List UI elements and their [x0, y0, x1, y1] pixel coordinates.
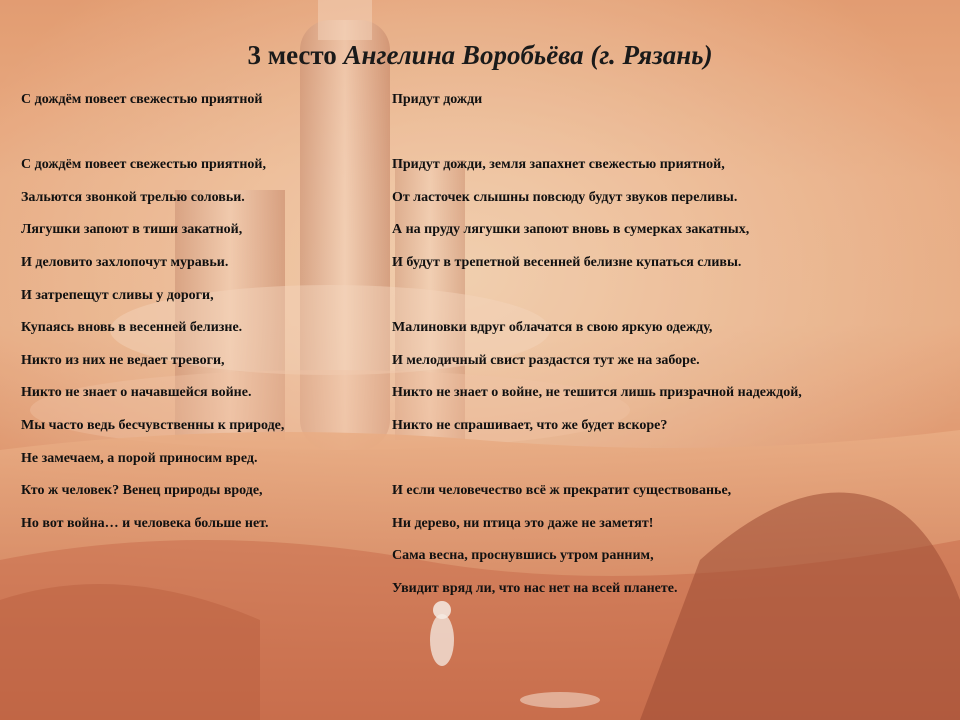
poem-line: И мелодичный свист раздастся тут же на заборе.: [392, 352, 700, 368]
poem-line: [21, 121, 381, 154]
poem-line: Купаясь вновь в весенней белизне.: [21, 320, 243, 336]
poem-line: Ни дерево, ни птица это даже не заметят!: [392, 515, 654, 531]
poem-line: Кто ж человек? Венец природы вроде,: [21, 483, 263, 499]
poem-line: [392, 447, 952, 480]
slide-title: [0, 40, 960, 71]
poem-line: Никто не знает о войне, не тешится лишь призрачной надеждой,: [392, 385, 802, 401]
poem-line: И затрепещут сливы у дороги,: [21, 287, 214, 303]
poem-line: И если человечество всё ж прекратит существованье,: [392, 483, 732, 499]
poem-line: С дождём повеет свежестью приятной,: [21, 157, 266, 173]
poem-line: [392, 284, 952, 317]
poem-line: Никто не знает о начавшейся войне.: [21, 385, 252, 401]
poem-line: А на пруду лягушки запоют вновь в сумерках закатных,: [392, 222, 750, 238]
poem-line: Мы часто ведь бесчувственны к природе,: [21, 417, 285, 433]
poem-line: Никто из них не ведает тревоги,: [21, 352, 225, 368]
poem-line: От ласточек слышны повсюду будут звуков переливы.: [392, 189, 738, 205]
place-label: 3 место: [247, 40, 337, 70]
poem-line: Малиновки вдруг облачатся в свою яркую одежду,: [392, 320, 713, 336]
right-poem: [392, 88, 952, 610]
poem-line: С дождём повеет свежестью приятной: [21, 92, 263, 107]
poem-line: Но вот война… и человека больше нет.: [21, 515, 269, 531]
poem-line: Зальются звонкой трелью соловьи.: [21, 189, 245, 205]
poem-line: Сама весна, проснувшись утром ранним,: [392, 548, 654, 564]
left-poem: [21, 88, 381, 544]
poem-line: И будут в трепетной весенней белизне купаться сливы.: [392, 254, 742, 270]
author-name: Ангелина Воробьёва (г. Рязань): [343, 40, 713, 70]
poem-line: И деловито захлопочут муравьи.: [21, 254, 229, 270]
poem-line: Никто не спрашивает, что же будет вскоре?: [392, 417, 668, 433]
poem-line: Не замечаем, а порой приносим вред.: [21, 450, 258, 466]
poem-line: Лягушки запоют в тиши закатной,: [21, 222, 243, 238]
poem-line: Увидит вряд ли, что нас нет на всей планете.: [392, 580, 678, 596]
poem-line: [392, 121, 952, 154]
poem-line: Придут дожди: [392, 92, 483, 107]
poem-line: Придут дожди, земля запахнет свежестью приятной,: [392, 157, 725, 173]
